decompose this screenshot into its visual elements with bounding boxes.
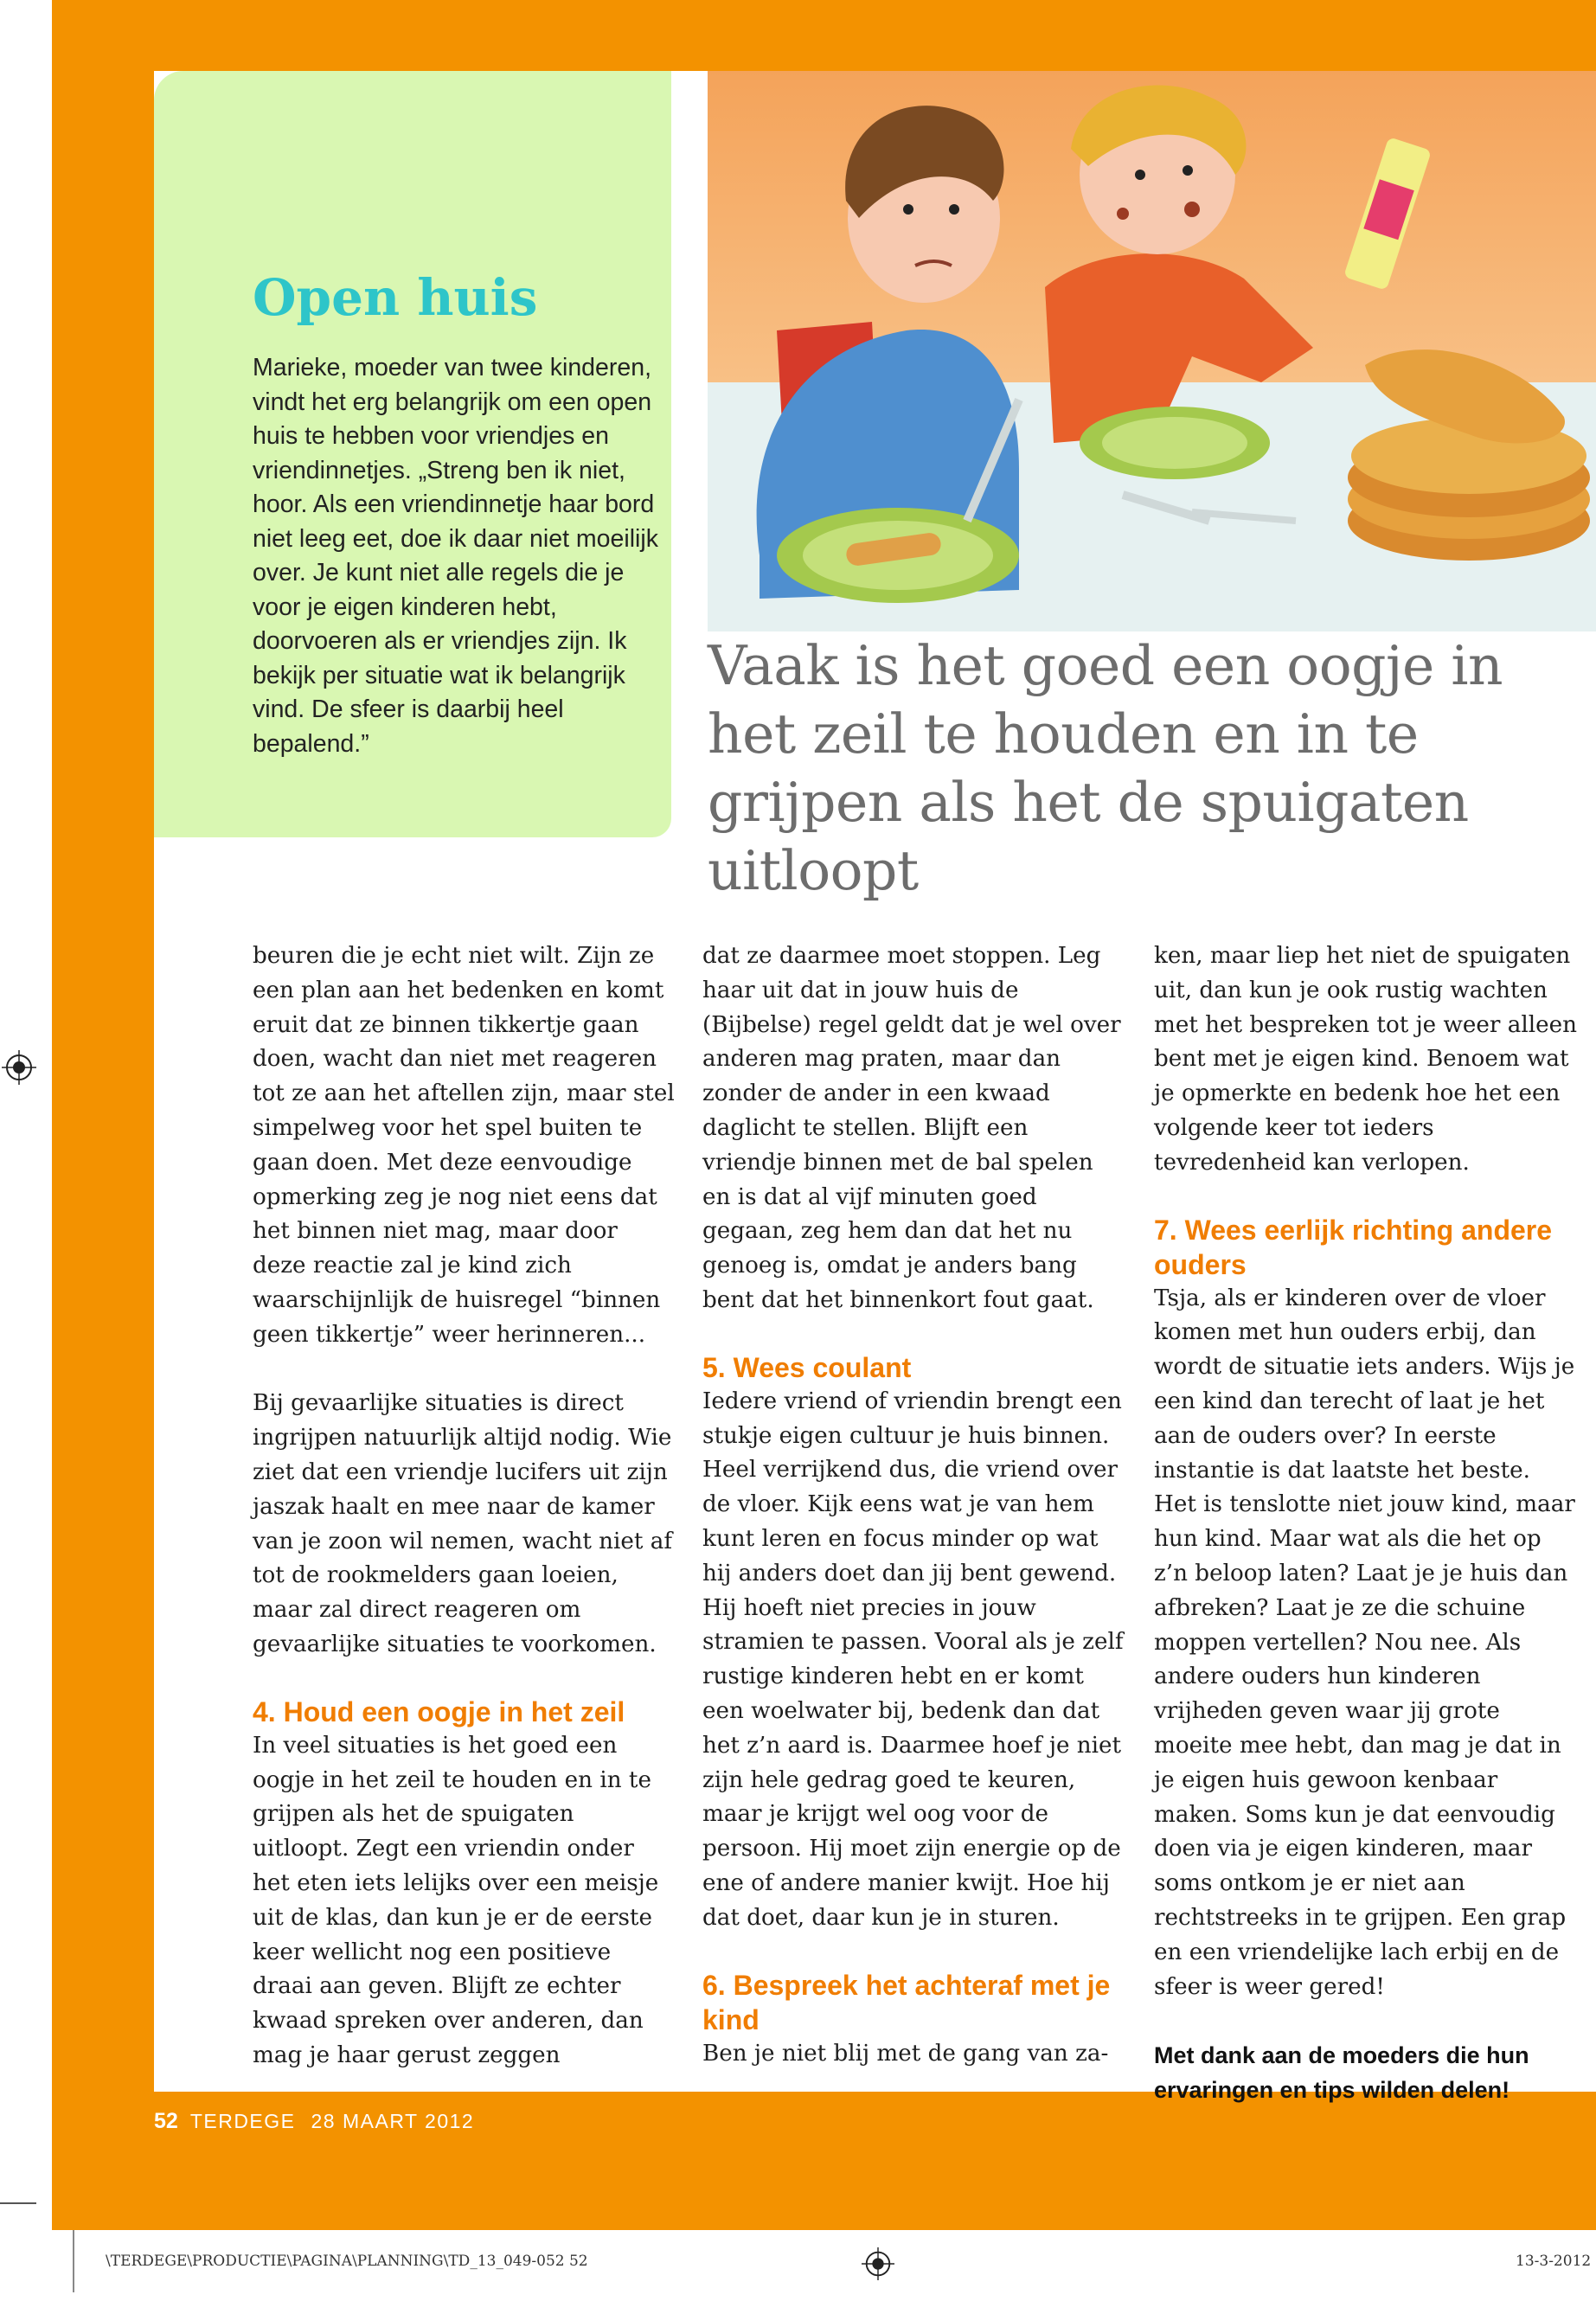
orange-frame-left bbox=[52, 0, 154, 2230]
pull-quote: Vaak is het goed een oogje in het zeil te houden en in te grijpen als het de spuigaten uitloopt bbox=[708, 634, 1503, 902]
paragraph: Bij gevaarlijke situaties is direct ingrijpen natuurlijk altijd nodig. Wie ziet dat een vriendje lucifers uit zijn jaszak haalt en mee naar de kamer van je zoon wil nemen, wacht niet af tot de rookmelders gaan loeien, maar zal direct reageren om gevaarlijke situaties te voorkomen. bbox=[253, 1390, 673, 1657]
paragraph: In veel situaties is het goed een oogje in het zeil te houden en in te grijpen als het de spuigaten uitloopt. Zegt een vriendin onder het eten iets lelijks over een meisje uit de klas, dan kun je er de eerste keer wellicht nog een positieve draai aan geven. Blijft ze echter kwaad spreken over anderen, dan mag je haar gerust zeggen bbox=[253, 1732, 659, 2068]
print-slug-path: \TERDEGE\PRODUCTIE\PAGINA\PLANNING\TD_13_049-052 52 bbox=[106, 2253, 588, 2270]
page-footer bbox=[154, 2109, 474, 2134]
section-heading-4: 4. Houd een oogje in het zeil bbox=[253, 1695, 625, 1727]
registration-mark-icon bbox=[2, 1050, 36, 1085]
issue-date: 28 MAART 2012 bbox=[311, 2110, 475, 2132]
paragraph: Iedere vriend of vriendin brengt een stukje eigen cultuur je huis binnen. Heel verrijkend dus, die vriend over de vloer. Kijk eens wat je van hem kunt leren en focus minder op wat hij anders doet dan jij bent gewend. Hij hoeft niet precies in jouw stramien te passen. Vooral als je zelf rustige kinderen hebt en er komt een woelwater bij, bedenk dan dat het z’n aard is. Daarmee hoef je niet zijn hele gedrag goed te keuren, maar je krijgt wel oog voor de persoon. Hij moet zijn energie op de ene of andere manier kwijt. Hoe hij dat doet, daar kun je in sturen. bbox=[702, 1388, 1124, 1931]
magazine-name: TERDEGE bbox=[189, 2110, 296, 2132]
print-slug-date: 13-3-2012 bbox=[1516, 2253, 1592, 2270]
orange-frame-top bbox=[52, 0, 1596, 71]
text-column-1 bbox=[253, 939, 676, 2073]
section-heading-7: 7. Wees eerlijk richting andere ouders bbox=[1154, 1214, 1553, 1280]
illustration-children-eating-pancakes bbox=[708, 71, 1596, 631]
trim-mark bbox=[73, 2230, 74, 2292]
text-column-3 bbox=[1154, 939, 1578, 2108]
paragraph: dat ze daarmee moet stoppen. Leg haar uit dat in jouw huis de (Bijbelse) regel geldt dat je wel over anderen mag praten, maar dan zonder de ander in een kwaad daglicht te stellen. Blijft een vriendje binnen met de bal spelen en is dat al vijf minuten goed gegaan, zeg hem dan dat het nu genoeg is, omdat je anders bang bent dat het binnenkort fout gaat. bbox=[702, 943, 1121, 1313]
acknowledgement: Met dank aan de moeders die hun ervaringen en tips wilden delen! bbox=[1154, 2042, 1529, 2103]
text-column-2 bbox=[702, 939, 1126, 2071]
page-number: 52 bbox=[154, 2109, 178, 2133]
paragraph: Ben je niet blij met de gang van za- bbox=[702, 2040, 1109, 2067]
sidebar-text: Marieke, moeder van twee kinderen, vindt het erg belangrijk om een open huis te hebben voor vriendjes en vriendinnetjes. „Streng ben ik niet, hoor. Als een vriendinnetje haar bord niet leeg eet, doe ik daar niet moeilijk over. Je kunt niet alle regels die je voor je eigen kinderen hebt, doorvoeren als er vriendjes zijn. Ik bekijk per situatie wat ik belangrijk vind. De sfeer is daarbij heel bepalend.” bbox=[253, 354, 658, 758]
section-heading-6: 6. Bespreek het achteraf met je kind bbox=[702, 1969, 1111, 2035]
paragraph: ken, maar liep het niet de spuigaten uit, dan kun je ook rustig wachten met het bespreken tot je weer alleen bent met je eigen kind. Benoem wat je opmerkte en bedenk hoe het een volgende keer tot ieders tevredenheid kan verlopen. bbox=[1154, 943, 1577, 1176]
sidebar-title: Open huis bbox=[253, 268, 538, 327]
paragraph: Tsja, als er kinderen over de vloer komen met hun ouders erbij, dan wordt de situatie iets anders. Wijs je een kind dan terecht of laat je het aan de ouders over? In eerste instantie is dat laatste het beste. Het is tenslotte niet jouw kind, maar hun kind. Maar wat als die het op z’n beloop laten? Laat je je huis dan afbreken? Laat je ze die schuine moppen vertellen? Nou nee. Als andere ouders hun kinderen vrijheden geven waar jij grote moeite mee hebt, dan mag je dat in je eigen huis gewoon kenbaar maken. Soms kun je dat eenvoudig doen via je eigen kinderen, maar soms ontkom je er niet aan rechtstreeks in te grijpen. Een grap en een vriendelijke lach erbij en de sfeer is weer gered! bbox=[1154, 1285, 1575, 2000]
section-heading-5: 5. Wees coulant bbox=[702, 1351, 912, 1383]
trim-mark bbox=[0, 2202, 36, 2204]
registration-mark-icon bbox=[862, 2247, 894, 2280]
paragraph: beuren die je echt niet wilt. Zijn ze een plan aan het bedenken en komt eruit dat ze binnen tikkertje gaan doen, wacht dan niet met reageren tot ze aan het aftellen zijn, maar stel simpelweg voor het spel buiten te gaan doen. Met deze eenvoudige opmerking zeg je nog niet eens dat het binnen niet mag, maar door deze reactie zal je kind zich waarschijnlijk de huisregel “binnen geen tikkertje” weer herinneren... bbox=[253, 943, 675, 1348]
